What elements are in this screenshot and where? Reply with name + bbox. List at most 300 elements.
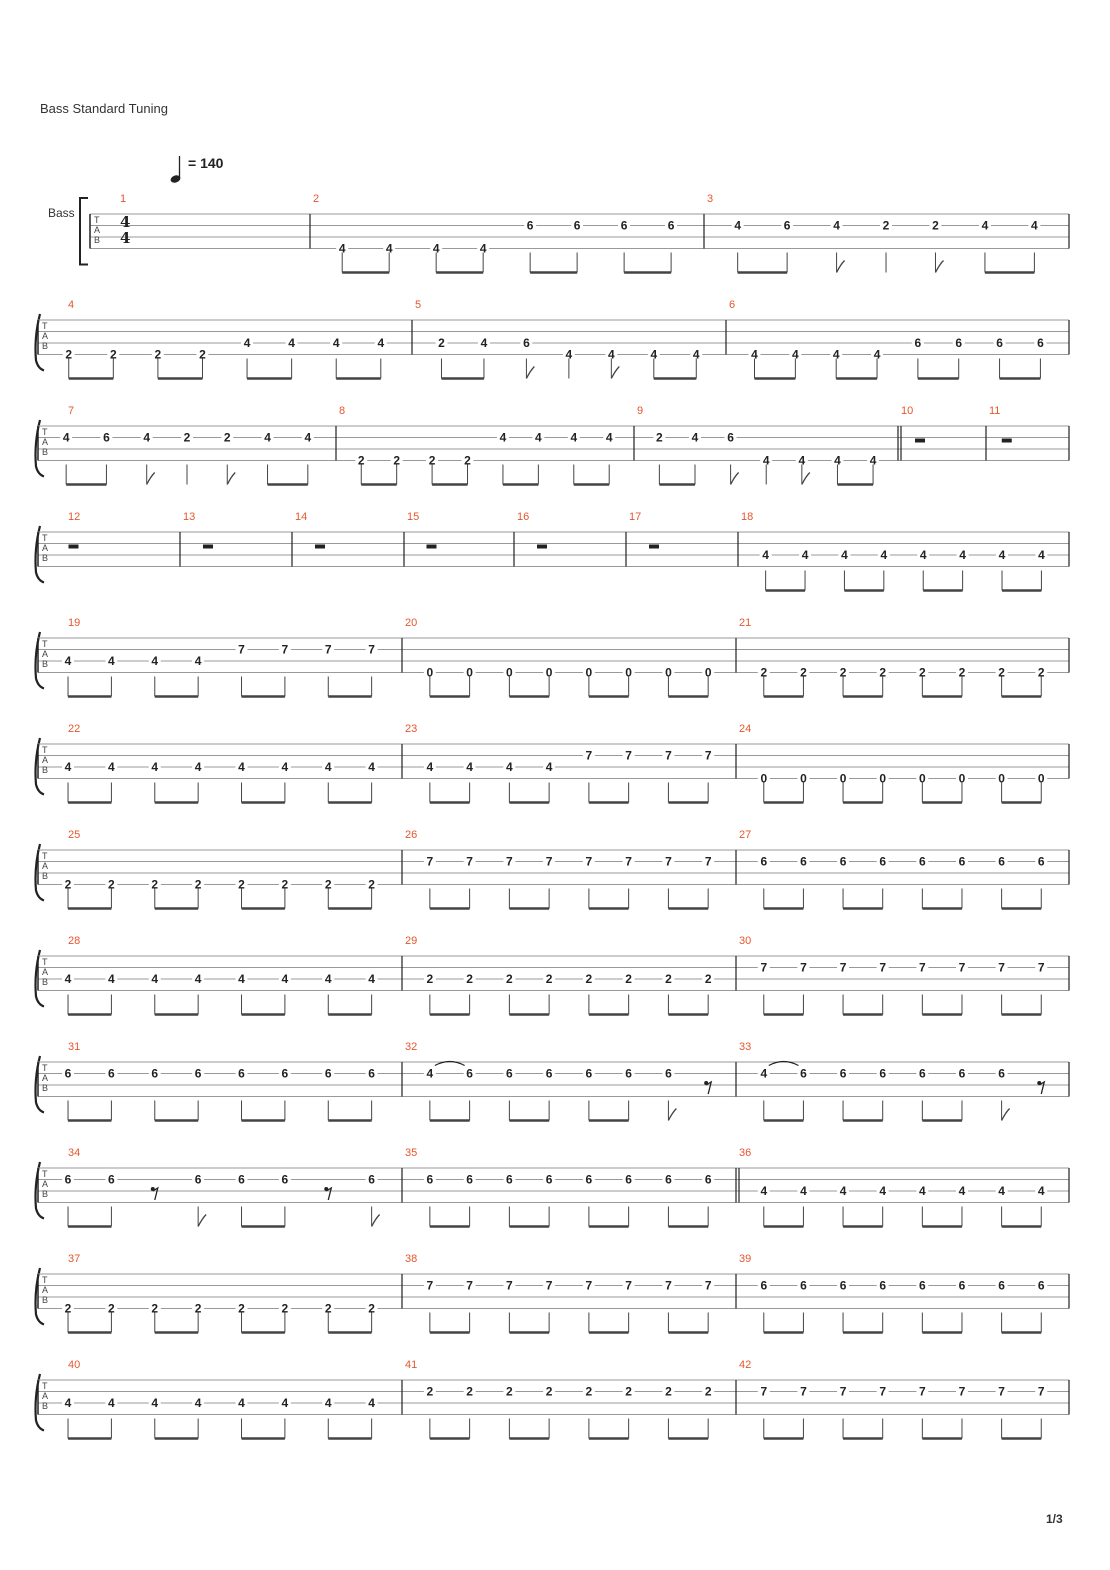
measure-number: 29 [405, 935, 418, 947]
tab-clef-letter: A [42, 1285, 49, 1295]
fret-number: 2 [183, 430, 191, 445]
fret-number: 2 [958, 665, 966, 680]
fret-number: 4 [108, 972, 115, 986]
fret-number: 7 [879, 960, 887, 975]
fret-number: 2 [800, 665, 807, 680]
fret-number: 7 [238, 642, 245, 657]
half-rest [69, 545, 79, 549]
fret-number: 0 [506, 665, 513, 680]
fret-number: 0 [625, 665, 632, 680]
fret-number: 4 [368, 760, 375, 774]
fret-number: 7 [918, 1384, 926, 1399]
fret-number: 4 [238, 1396, 245, 1410]
fret-number: 2 [466, 972, 473, 986]
fret-number: 6 [879, 1066, 887, 1081]
note-flag [1002, 1109, 1010, 1121]
fret-number: 7 [665, 748, 672, 763]
measure-number: 30 [739, 935, 752, 947]
fret-number: 4 [1037, 1184, 1045, 1198]
fret-number: 6 [151, 1066, 159, 1081]
fret-number: 2 [368, 877, 375, 892]
fret-number: 4 [839, 1184, 847, 1198]
fret-number: 6 [545, 1066, 553, 1081]
fret-number: 4 [377, 336, 385, 350]
fret-number: 2 [704, 1384, 712, 1399]
fret-number: 2 [585, 1384, 593, 1399]
fret-number: 7 [704, 748, 712, 763]
measure-number: 31 [68, 1041, 81, 1053]
fret-number: 2 [656, 430, 663, 445]
fret-number: 2 [545, 1384, 553, 1399]
fret-number: 2 [665, 1384, 672, 1399]
fret-number: 4 [1031, 218, 1038, 233]
fret-number: 6 [839, 1066, 847, 1081]
fret-number: 4 [918, 1184, 926, 1198]
fret-number: 6 [665, 1066, 672, 1081]
fret-number: 6 [958, 1066, 966, 1081]
fret-number: 6 [64, 1066, 72, 1081]
note-flag [227, 473, 235, 485]
fret-number: 2 [281, 877, 289, 892]
fret-number: 4 [151, 972, 159, 986]
measure-number: 32 [405, 1041, 418, 1053]
fret-number: 6 [958, 854, 966, 869]
fret-number: 2 [65, 347, 73, 362]
fret-number: 4 [281, 760, 289, 774]
fret-number: 7 [1037, 1384, 1045, 1399]
fret-number: 6 [585, 1066, 593, 1081]
fret-number: 4 [64, 1396, 72, 1410]
fret-number: 4 [368, 1396, 375, 1410]
fret-number: 0 [704, 665, 712, 680]
fret-number: 6 [506, 1066, 513, 1081]
fret-number: 7 [466, 1278, 473, 1293]
fret-number: 6 [324, 1066, 332, 1081]
time-signature-top: 4 [120, 213, 131, 231]
fret-number: 6 [996, 336, 1003, 350]
fret-number: 7 [704, 854, 712, 869]
eighth-rest [1039, 1082, 1044, 1094]
fret-number: 4 [194, 760, 202, 774]
measure-number: 26 [405, 829, 418, 841]
measure-number: 5 [415, 299, 422, 311]
fret-number: 4 [264, 430, 271, 445]
fret-number: 4 [108, 654, 115, 668]
staff-system [36, 829, 1070, 909]
fret-number: 4 [869, 453, 877, 468]
fret-number: 6 [667, 218, 675, 233]
eighth-rest [706, 1082, 711, 1094]
fret-number: 4 [338, 241, 346, 256]
half-rest [315, 545, 325, 549]
fret-number: 7 [545, 854, 553, 869]
fret-number: 4 [304, 430, 312, 445]
tab-clef-letter: A [94, 225, 101, 235]
staff-system [36, 1147, 1070, 1227]
fret-number: 6 [998, 1278, 1005, 1293]
fret-number: 0 [918, 771, 926, 786]
fret-number: 7 [625, 1278, 632, 1293]
tab-clef-letter: B [42, 341, 49, 351]
fret-number: 2 [393, 453, 401, 468]
fret-number: 2 [625, 972, 632, 986]
fret-number: 6 [64, 1172, 72, 1187]
fret-number: 4 [605, 430, 613, 445]
staff-system [36, 1359, 1070, 1439]
fret-number: 4 [238, 972, 245, 986]
fret-number: 2 [194, 1301, 202, 1316]
fret-number: 4 [800, 1184, 807, 1198]
fret-number: 4 [570, 430, 578, 445]
fret-number: 6 [506, 1172, 513, 1187]
measure-number: 3 [707, 193, 714, 205]
fret-number: 4 [143, 430, 151, 445]
fret-number: 6 [238, 1066, 245, 1081]
staff-system [36, 935, 1070, 1015]
fret-number: 4 [151, 760, 159, 774]
fret-number: 4 [834, 453, 841, 468]
tab-clef-letter: T [42, 1169, 48, 1179]
fret-number: 2 [932, 218, 939, 233]
fret-number: 2 [108, 1301, 115, 1316]
measure-number: 23 [405, 723, 418, 735]
fret-number: 6 [368, 1066, 375, 1081]
measure-number: 24 [739, 723, 752, 735]
fret-number: 2 [704, 972, 712, 986]
fret-number: 2 [64, 877, 72, 892]
fret-number: 4 [368, 972, 375, 986]
tab-clef-letter: T [42, 639, 48, 649]
tab-clef-letter: B [42, 1295, 49, 1305]
note-flag [526, 367, 534, 379]
fret-number: 6 [625, 1066, 632, 1081]
tuning-label: Bass Standard Tuning [40, 101, 168, 116]
fret-number: 0 [585, 665, 593, 680]
half-rest [649, 545, 659, 549]
fret-number: 4 [385, 241, 393, 256]
fret-number: 2 [281, 1301, 289, 1316]
measure-number: 20 [405, 617, 418, 629]
staff-system [36, 1253, 1070, 1333]
fret-number: 4 [873, 347, 881, 362]
instrument-name: Bass [48, 206, 75, 220]
fret-number: 4 [64, 972, 72, 986]
note-flag [611, 367, 619, 379]
fret-number: 0 [1037, 771, 1045, 786]
staff-system [36, 511, 1070, 591]
fret-number: 0 [839, 771, 847, 786]
tab-clef-letter: B [42, 1401, 49, 1411]
fret-number: 4 [506, 760, 513, 774]
fret-number: 6 [523, 336, 530, 350]
fret-number: 0 [760, 771, 768, 786]
fret-number: 6 [918, 1278, 926, 1293]
fret-number: 7 [839, 960, 847, 975]
fret-number: 6 [800, 854, 807, 869]
tab-clef-letter: B [42, 977, 49, 987]
staff-system [36, 405, 1070, 485]
measure-number: 35 [405, 1147, 418, 1159]
measure-number: 12 [68, 511, 81, 523]
measure-number: 18 [741, 511, 754, 523]
fret-number: 6 [958, 1278, 966, 1293]
eighth-rest [326, 1188, 331, 1200]
fret-number: 2 [357, 453, 365, 468]
fret-number: 6 [800, 1278, 807, 1293]
fret-number: 4 [801, 548, 809, 562]
fret-number: 6 [625, 1172, 632, 1187]
half-rest [1002, 439, 1012, 443]
note-flag [372, 1215, 380, 1227]
note-flag [198, 1215, 206, 1227]
fret-number: 4 [108, 1396, 115, 1410]
measure-number: 21 [739, 617, 752, 629]
measure-number: 8 [339, 405, 346, 417]
fret-number: 7 [585, 854, 593, 869]
fret-number: 4 [760, 1184, 768, 1198]
fret-number: 4 [499, 430, 507, 445]
fret-number: 7 [918, 960, 926, 975]
fret-number: 2 [426, 1384, 434, 1399]
fret-number: 7 [506, 854, 513, 869]
measure-number: 1 [120, 193, 127, 205]
fret-number: 4 [691, 430, 699, 445]
tab-clef-letter: T [42, 745, 48, 755]
tab-clef-letter: A [42, 437, 49, 447]
fret-number: 4 [998, 1184, 1005, 1198]
fret-number: 6 [108, 1172, 115, 1187]
fret-number: 4 [64, 654, 72, 668]
fret-number: 4 [798, 453, 806, 468]
staff-system [80, 193, 1069, 273]
fret-number: 0 [466, 665, 473, 680]
fret-number: 4 [762, 453, 770, 468]
tab-clef-letter: T [42, 321, 48, 331]
fret-number: 4 [243, 336, 251, 350]
fret-number: 2 [199, 347, 206, 362]
fret-number: 2 [223, 430, 231, 445]
fret-number: 2 [428, 453, 436, 468]
fret-number: 6 [955, 336, 963, 350]
fret-number: 6 [839, 854, 847, 869]
eighth-rest [153, 1188, 158, 1200]
fret-number: 6 [918, 1066, 926, 1081]
fret-number: 0 [958, 771, 966, 786]
fret-number: 4 [998, 548, 1006, 562]
fret-number: 6 [194, 1172, 202, 1187]
tab-clef-letter: B [42, 765, 49, 775]
fret-number: 4 [324, 760, 332, 774]
measure-number: 2 [313, 193, 320, 205]
fret-number: 0 [545, 665, 553, 680]
fret-number: 6 [545, 1172, 553, 1187]
fret-number: 2 [151, 877, 159, 892]
fret-number: 7 [368, 642, 375, 657]
fret-number: 4 [760, 1066, 768, 1081]
fret-number: 6 [1037, 854, 1045, 869]
fret-number: 7 [625, 748, 632, 763]
fret-number: 4 [151, 1396, 159, 1410]
fret-number: 0 [879, 771, 887, 786]
measure-number: 15 [407, 511, 420, 523]
fret-number: 2 [665, 972, 672, 986]
fret-number: 7 [281, 642, 289, 657]
fret-number: 7 [760, 960, 768, 975]
fret-number: 4 [426, 760, 434, 774]
measure-number: 37 [68, 1253, 81, 1265]
fret-number: 4 [194, 1396, 202, 1410]
fret-number: 6 [839, 1278, 847, 1293]
measure-number: 4 [68, 299, 75, 311]
fret-number: 4 [194, 654, 202, 668]
fret-number: 7 [324, 642, 332, 657]
tempo-value: = 140 [188, 155, 224, 171]
tab-clef-letter: A [42, 967, 49, 977]
fret-number: 4 [238, 760, 245, 774]
fret-number: 7 [800, 960, 807, 975]
fret-number: 2 [879, 665, 887, 680]
measure-number: 25 [68, 829, 81, 841]
tab-clef-letter: T [42, 533, 48, 543]
fret-number: 2 [426, 972, 434, 986]
fret-number: 6 [998, 854, 1005, 869]
tab-clef-letter: B [42, 1083, 49, 1093]
fret-number: 4 [832, 347, 840, 362]
measure-number: 7 [68, 405, 75, 417]
measure-number: 22 [68, 723, 81, 735]
fret-number: 2 [506, 972, 513, 986]
tab-clef-letter: T [42, 957, 48, 967]
fret-number: 7 [665, 854, 672, 869]
fret-number: 4 [879, 1184, 887, 1198]
fret-number: 2 [194, 877, 202, 892]
fret-number: 6 [585, 1172, 593, 1187]
fret-number: 7 [585, 1278, 593, 1293]
fret-number: 4 [479, 241, 487, 256]
fret-number: 2 [238, 1301, 245, 1316]
fret-number: 7 [426, 854, 434, 869]
note-flag [731, 473, 739, 485]
measure-number: 38 [405, 1253, 418, 1265]
fret-number: 4 [324, 972, 332, 986]
note-flag [147, 473, 155, 485]
fret-number: 4 [151, 654, 159, 668]
half-rest [915, 439, 925, 443]
fret-number: 2 [998, 665, 1005, 680]
staff-system [36, 299, 1070, 379]
measure-number: 42 [739, 1359, 752, 1371]
fret-number: 7 [585, 748, 593, 763]
tab-clef-letter: T [42, 427, 48, 437]
measure-number: 34 [68, 1147, 81, 1159]
fret-number: 4 [692, 347, 700, 362]
fret-number: 4 [432, 241, 440, 256]
fret-number: 4 [426, 1066, 434, 1081]
fret-number: 4 [194, 972, 202, 986]
fret-number: 2 [545, 972, 553, 986]
fret-number: 2 [151, 1301, 159, 1316]
fret-number: 4 [919, 548, 927, 562]
fret-number: 2 [464, 453, 471, 468]
staff-system [36, 723, 1070, 803]
fret-number: 4 [792, 347, 799, 362]
fret-number: 4 [981, 218, 989, 233]
tab-clef-letter: A [42, 861, 49, 871]
fret-number: 7 [998, 1384, 1005, 1399]
fret-number: 0 [426, 665, 434, 680]
fret-number: 6 [108, 1066, 115, 1081]
tab-clef-letter: B [42, 659, 49, 669]
fret-number: 7 [704, 1278, 712, 1293]
system-bracket [80, 198, 88, 265]
measure-number: 6 [729, 299, 736, 311]
measure-number: 39 [739, 1253, 752, 1265]
measure-number: 19 [68, 617, 81, 629]
measure-number: 41 [405, 1359, 418, 1371]
tab-clef-letter: T [42, 1381, 48, 1391]
fret-number: 2 [882, 218, 890, 233]
half-rest [203, 545, 213, 549]
tab-clef-letter: A [42, 331, 49, 341]
fret-number: 2 [324, 877, 332, 892]
fret-number: 2 [109, 347, 117, 362]
fret-number: 6 [918, 854, 926, 869]
tab-clef-letter: B [42, 871, 49, 881]
fret-number: 6 [704, 1172, 712, 1187]
fret-number: 4 [545, 760, 553, 774]
fret-number: 6 [783, 218, 791, 233]
fret-number: 4 [1038, 548, 1045, 562]
fret-number: 6 [194, 1066, 202, 1081]
fret-number: 0 [800, 771, 807, 786]
measure-number: 11 [989, 405, 1001, 417]
fret-number: 4 [108, 760, 115, 774]
fret-number: 4 [734, 218, 742, 233]
fret-number: 4 [650, 347, 658, 362]
fret-number: 2 [506, 1384, 513, 1399]
fret-number: 6 [1037, 336, 1044, 350]
tab-clef-letter: B [42, 447, 49, 457]
fret-number: 6 [573, 218, 581, 233]
fret-number: 6 [426, 1172, 434, 1187]
tab-clef-letter: T [94, 215, 100, 225]
fret-number: 4 [958, 1184, 966, 1198]
fret-number: 6 [281, 1066, 289, 1081]
tab-clef-letter: A [42, 543, 49, 553]
fret-number: 6 [466, 1172, 473, 1187]
measure-number: 27 [739, 829, 752, 841]
fret-number: 7 [958, 960, 966, 975]
measure-number: 16 [517, 511, 530, 523]
measure-number: 33 [739, 1041, 752, 1053]
note-flag [802, 473, 810, 485]
tab-clef-letter: A [42, 649, 49, 659]
fret-number: 7 [958, 1384, 966, 1399]
half-rest [537, 545, 547, 549]
tab-clef-letter: A [42, 755, 49, 765]
fret-number: 4 [880, 548, 888, 562]
fret-number: 7 [665, 1278, 672, 1293]
fret-number: 4 [565, 347, 573, 362]
fret-number: 2 [108, 877, 115, 892]
fret-number: 0 [665, 665, 672, 680]
note-flag [837, 261, 845, 273]
fret-number: 4 [324, 1396, 332, 1410]
staff-system [36, 617, 1070, 697]
fret-number: 4 [959, 548, 966, 562]
fret-number: 7 [426, 1278, 434, 1293]
tab-clef-letter: T [42, 851, 48, 861]
